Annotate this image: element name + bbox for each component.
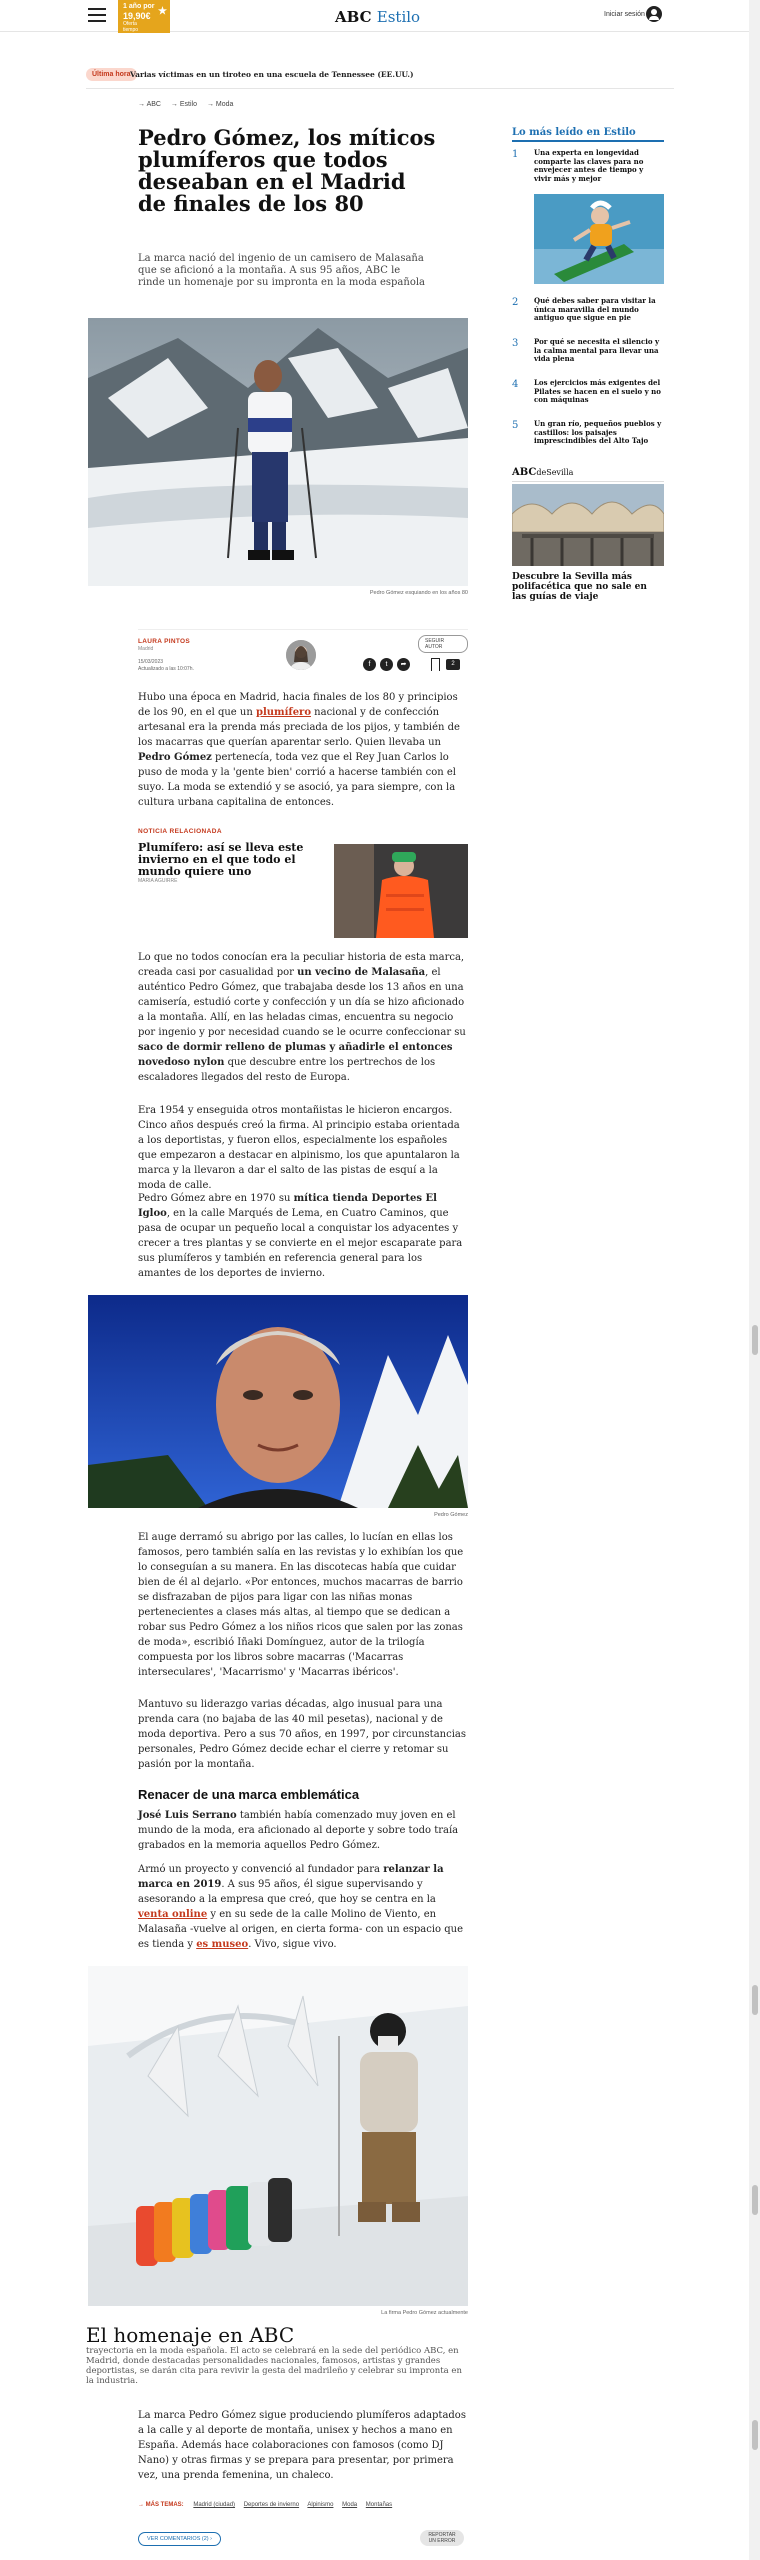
- comments-count: 2: [451, 661, 455, 667]
- item-number: 5: [512, 420, 519, 431]
- view-comments-button[interactable]: VER COMENTARIOS (2) ›: [138, 2532, 221, 2546]
- login-link[interactable]: Iniciar sesión: [604, 11, 645, 18]
- promo-line-1: 1 año por: [123, 3, 155, 10]
- facebook-icon[interactable]: f: [363, 658, 376, 671]
- tag[interactable]: Alpinismo: [307, 2502, 334, 2508]
- publish-date: 15/03/2023: [138, 659, 164, 665]
- tags-label: → MÁS TEMAS:: [138, 2502, 184, 2508]
- related-thumbnail[interactable]: [334, 844, 468, 938]
- subscription-promo[interactable]: [118, 0, 170, 39]
- breadcrumb-item-moda[interactable]: → Moda: [206, 101, 234, 108]
- star-icon: ★: [158, 6, 167, 17]
- comments-icon[interactable]: [446, 659, 460, 670]
- author-place: Madrid: [138, 646, 154, 652]
- abc-sevilla-logo[interactable]: ABCdeSevilla: [512, 467, 664, 482]
- related-title[interactable]: Plumífero: así se lleva este invierno en el que todo el mundo quiere uno: [138, 841, 304, 878]
- section-heading: Renacer de una marca emblemática: [138, 1787, 360, 1802]
- article-paragraph-7: José Luis Serrano también había comenzado muy joven en el mundo de la moda, era aficionado al deporte y sobre todo traía grabados en la memoria aquellos Pedro Gómez.: [138, 1810, 459, 1851]
- most-read-title: Lo más leído en Estilo: [512, 127, 664, 142]
- share-icon[interactable]: ➦: [397, 658, 410, 671]
- tag[interactable]: Moda: [342, 2502, 358, 2508]
- author-avatar[interactable]: [286, 640, 316, 670]
- sidebar: [512, 127, 664, 602]
- scrollbar-thumb[interactable]: [752, 1985, 758, 2015]
- tag[interactable]: Deportes de invierno: [243, 2502, 300, 2508]
- related-author: MARIA AGUIRRE: [138, 878, 178, 884]
- promo-line-3: Oferta tiempo limitado: [123, 21, 141, 39]
- article-paragraph-6: Mantuvo su liderazgo varias décadas, algo inusual para una prenda cara (no bajaba de las 40 mil pesetas), nacional y de moda deportiva. Pero a sus 70 años, en 1997, por circunstancias personales, Pedro Gómez decide echar el cierre y retomar su pasión por la montaña.: [138, 1699, 466, 1770]
- store-photo: [88, 1966, 468, 2306]
- tag[interactable]: Madrid (ciudad): [193, 2502, 236, 2508]
- update-date: Actualizado a las 10:07h.: [138, 666, 194, 672]
- scrollbar-thumb[interactable]: [752, 2185, 758, 2215]
- breaking-badge: Última hora: [86, 68, 137, 81]
- homenaje-heading: El homenaje en ABC: [86, 2323, 295, 2347]
- breaking-news-bar: [86, 65, 674, 89]
- article-lead: La marca nació del ingenio de un camisero de Malasaña que se aficionó a la montaña. A sus 95 años, ABC le rinde un homenaje por su impronta en la moda española: [138, 253, 426, 288]
- report-error-button[interactable]: REPORTAR UN ERROR: [420, 2530, 464, 2546]
- breadcrumb: [138, 101, 241, 108]
- promo-price: 19,90€: [123, 11, 151, 21]
- item-title[interactable]: Un gran río, pequeños pueblos y castillos: los paisajes imprescindibles del Alto Tajo: [534, 419, 662, 445]
- scrollbar-thumb[interactable]: [752, 2420, 758, 2450]
- user-icon[interactable]: [646, 6, 662, 22]
- sevilla-headline[interactable]: Descubre la Sevilla más polifacética que no sale en las guías de viaje: [512, 572, 647, 602]
- link-es-museo[interactable]: es museo: [196, 1939, 249, 1950]
- article-paragraph-1: Hubo una época en Madrid, hacia finales de los 80 y principios de los 90, en el que un plumífero nacional y de confección artesanal era la prenda más preciada de los pijos, y también de los macarras que querían aparentar serlo. Quien llevaba un Pedro Gómez pertenecía, toda vez que el Rey Juan Carlos lo puso de moda y la 'gente bien' corrió a hacerse también con el suyo. La moda se extendió y se asoció, ya para siempre, con la cultura urbana capitalina de entonces.: [138, 692, 460, 808]
- portrait-photo: [88, 1295, 468, 1508]
- photo-caption-3: La firma Pedro Gómez actualmente: [381, 2310, 468, 2316]
- bookmark-icon[interactable]: [431, 658, 440, 671]
- item-title[interactable]: Una experta en longevidad comparte las claves para no envejecer antes de tiempo y vivir más y mejor: [534, 148, 644, 183]
- tag[interactable]: Montañas: [365, 2502, 393, 2508]
- article-paragraph-5: El auge derramó su abrigo por las calles, lo lucían en ellas los famosos, pero también salía en las revistas y lo exhibían los que lo conseguían a su manera. En las discotecas había que cuidar bien de él al dejarlo. «Por entonces, muchos macarras de barrio se disfrazaban de pijos para ligar con las niñas monas pertenecientes a clases más altas, al tiempo que se dedican a robar sus Pedro Gómez a los niños ricos que salen por las zonas de moda», escribió Iñaki Domínguez, autor de la trilogía compuesta por los libros sobre macarras ('Macarras interseculares', 'Macarrismo' y 'Macarras ibéricos'.: [138, 1532, 464, 1678]
- item-title[interactable]: Qué debes saber para visitar la única maravilla del mundo antiguo que sigue en pie: [534, 296, 656, 322]
- breaking-headline[interactable]: Varias víctimas en un tiroteo en una escuela de Tennessee (EE.UU.): [130, 70, 414, 79]
- article-paragraph-3: Era 1954 y enseguida otros montañistas le hicieron encargos. Cinco años después creó la firma. Al principio estaba orientada a los deportistas, y fueron ellos, especialmente los españoles que empezaron a destacar en alpinismo, los que apuntalaron la marca y la llevaron a dar el salto de las pistas de esquí a la moda de calle.: [138, 1105, 460, 1191]
- item-number: 2: [512, 297, 519, 308]
- scrollbar[interactable]: [749, 0, 760, 2560]
- item-title[interactable]: Por qué se necesita el silencio y la calma mental para llevar una vida plena: [534, 337, 660, 363]
- section-name: Estilo: [376, 8, 421, 26]
- link-plumifero[interactable]: plumífero: [255, 707, 311, 718]
- article-paragraph-9: La marca Pedro Gómez sigue produciendo plumíferos adaptados a la calle y al deporte de montaña, unisex y hechos a mano en España. Además hace colaboraciones con famosos (como DJ Nano) y otras firmas y se prepara para presentar, por primera vez, una prenda femenina, un chaleco.: [138, 2410, 466, 2481]
- tags-row: [138, 2502, 468, 2508]
- twitter-icon[interactable]: t: [380, 658, 393, 671]
- article-paragraph-8: Armó un proyecto y convenció al fundador para relanzar la marca en 2019. A sus 95 años, él sigue supervisando y asesorando a la empresa que creó, que hoy se centra en la venta online y en su sede de la calle Molino de Viento, en Malasaña -vuelve al origen, en cierta forma- con un espacio que es tienda y es museo. Vivo, sigue vivo.: [138, 1864, 463, 1950]
- chevron-right-icon: ›: [210, 2536, 213, 2542]
- article-title: Pedro Gómez, los míticos plumíferos que todos deseaban en el Madrid de finales de los 80: [138, 125, 436, 216]
- homenaje-text: trayectoria en la moda española. El acto se celebrará en la sede del periódico ABC, en Madrid, donde destacadas personalidades nacionales, famosos, artistas y grandes deportistas, se darán cita para revivir la gesta del madrileño y celebrar su impronta en la industria.: [86, 2346, 462, 2386]
- scrollbar-thumb[interactable]: [752, 1325, 758, 1355]
- related-label: NOTICIA RELACIONADA: [138, 828, 222, 835]
- most-read-thumbnail[interactable]: [534, 194, 664, 284]
- item-title[interactable]: Los ejercicios más exigentes del Pilates se hacen en el suelo y no con máquinas: [534, 378, 661, 404]
- menu-icon[interactable]: [88, 8, 106, 22]
- photo-caption: Pedro Gómez esquiando en los años 80: [369, 590, 468, 596]
- author-row: [138, 629, 468, 675]
- site-header: [0, 0, 760, 39]
- author-name[interactable]: LAURA PINTOS: [138, 638, 190, 645]
- item-number: 4: [512, 379, 519, 390]
- breadcrumb-item-estilo[interactable]: → Estilo: [170, 101, 197, 108]
- follow-author-button[interactable]: SEGUIR AUTOR: [418, 635, 468, 653]
- item-number: 3: [512, 338, 519, 349]
- article-paragraph-4: Pedro Gómez abre en 1970 su mítica tienda Deportes El Igloo, en la calle Marqués de Lema, en Cuatro Caminos, que pasa de ocupar un pequeño local a conquistar los adyacentes y crecer a tres plantas y se convierte en el mejor escaparate para sus plumíferos y también en referencia general para los amantes de los deportes de invierno.: [138, 1193, 463, 1279]
- related-article[interactable]: [138, 828, 468, 940]
- site-logo[interactable]: ABC Estilo: [335, 8, 421, 26]
- item-number: 1: [512, 149, 519, 160]
- breadcrumb-item-abc[interactable]: → ABC: [138, 101, 161, 108]
- sevilla-photo[interactable]: [512, 484, 664, 566]
- link-venta-online[interactable]: venta online: [138, 1909, 208, 1920]
- photo-caption-2: Pedro Gómez: [434, 1512, 468, 1518]
- article-paragraph-2: Lo que no todos conocían era la peculiar historia de esta marca, creada casi por casualidad por un vecino de Malasaña, el auténtico Pedro Gómez, que trabajaba desde los 13 años en una camisería, estudió corte y confección y un día se hizo aficionado a la montaña. Allí, en las heladas cimas, encuentra su negocio por ingenio y por necesidad cuando se le ocurre confeccionar su saco de dormir relleno de plumas y añadirle el entonces novedoso nylon que descubre entre los pertrechos de los escaladores llegados del resto de Europa.: [138, 952, 466, 1083]
- hero-photo: [88, 318, 468, 586]
